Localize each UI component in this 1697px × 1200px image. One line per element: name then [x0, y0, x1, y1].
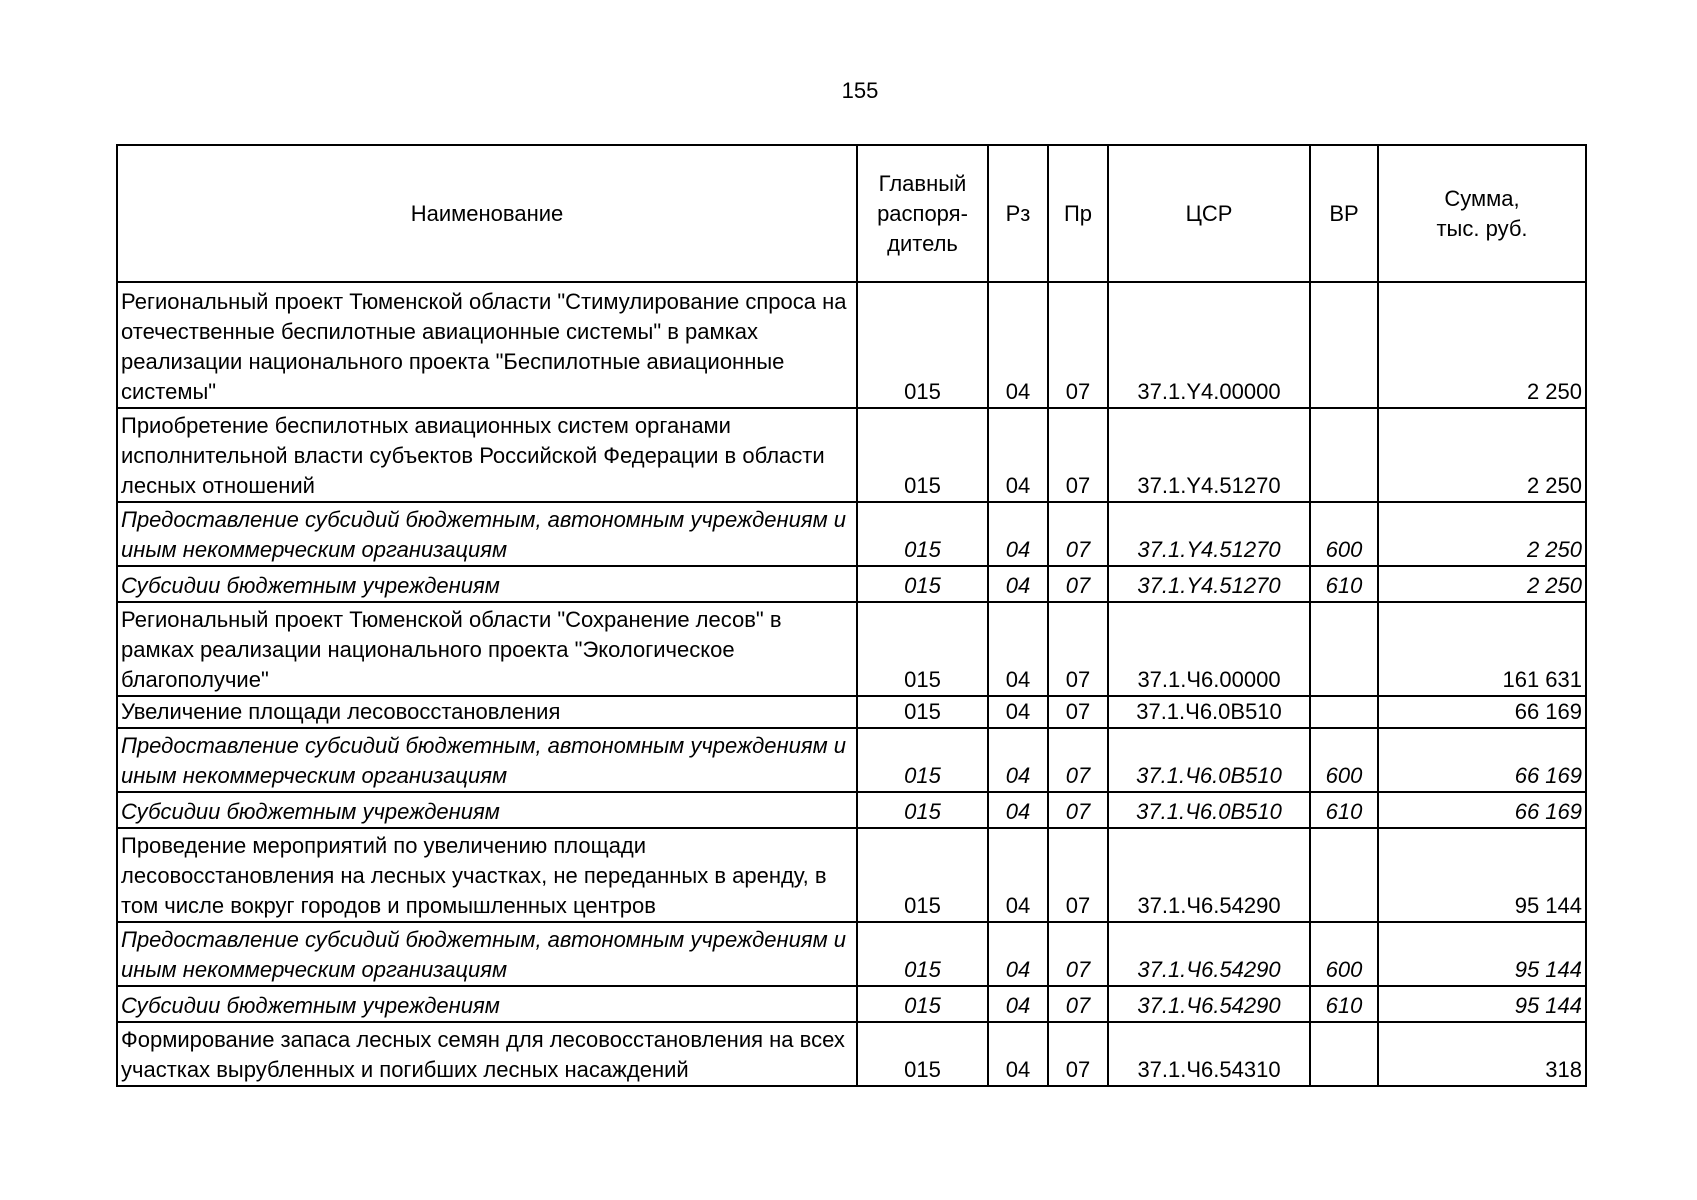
- row-section: 04: [988, 922, 1048, 986]
- row-target-article: 37.1.Y4.51270: [1108, 408, 1310, 502]
- row-subsection: 07: [1048, 986, 1108, 1022]
- row-target-article: 37.1.Ч6.0В510: [1108, 728, 1310, 792]
- row-expense-type: 600: [1310, 728, 1378, 792]
- row-section: 04: [988, 408, 1048, 502]
- row-expense-type: [1310, 602, 1378, 696]
- row-expense-type: [1310, 696, 1378, 728]
- row-expense-type: [1310, 282, 1378, 408]
- row-sum: 66 169: [1378, 696, 1586, 728]
- row-sum: 95 144: [1378, 828, 1586, 922]
- header-section: Рз: [988, 145, 1048, 282]
- row-expense-type: 610: [1310, 986, 1378, 1022]
- row-main-manager: 015: [857, 828, 988, 922]
- table-row: [117, 502, 1586, 566]
- row-section: 04: [988, 792, 1048, 828]
- row-section: 04: [988, 828, 1048, 922]
- header-name: Наименование: [117, 145, 857, 282]
- row-sum: 95 144: [1378, 986, 1586, 1022]
- table-row: [117, 828, 1586, 922]
- row-name: Региональный проект Тюменской области "Стимулирование спроса на отечественные беспилотные авиационные системы" в рамках реализации национального проекта "Беспилотные авиационные системы": [117, 282, 857, 408]
- header-expense-type: ВР: [1310, 145, 1378, 282]
- row-name: Предоставление субсидий бюджетным, автономным учреждениям и иным некоммерческим организациям: [117, 728, 857, 792]
- row-name: Субсидии бюджетным учреждениям: [117, 986, 857, 1022]
- table-header-row: [117, 145, 1586, 282]
- row-subsection: 07: [1048, 282, 1108, 408]
- row-sum: 161 631: [1378, 602, 1586, 696]
- row-main-manager: 015: [857, 1022, 988, 1086]
- table-row: [117, 566, 1586, 602]
- table-row: [117, 986, 1586, 1022]
- header-sum: Сумма, тыс. руб.: [1378, 145, 1586, 282]
- row-expense-type: [1310, 1022, 1378, 1086]
- row-target-article: 37.1.Y4.51270: [1108, 566, 1310, 602]
- row-main-manager: 015: [857, 696, 988, 728]
- table-row: [117, 728, 1586, 792]
- row-subsection: 07: [1048, 728, 1108, 792]
- row-subsection: 07: [1048, 696, 1108, 728]
- row-subsection: 07: [1048, 408, 1108, 502]
- table-row: [117, 696, 1586, 728]
- table-row: [117, 602, 1586, 696]
- row-sum: 2 250: [1378, 282, 1586, 408]
- row-main-manager: 015: [857, 566, 988, 602]
- row-section: 04: [988, 282, 1048, 408]
- row-sum: 66 169: [1378, 792, 1586, 828]
- page-number: 155: [841, 78, 879, 103]
- row-name: Субсидии бюджетным учреждениям: [117, 792, 857, 828]
- row-name: Увеличение площади лесовосстановления: [117, 696, 857, 728]
- row-subsection: 07: [1048, 792, 1108, 828]
- row-subsection: 07: [1048, 566, 1108, 602]
- row-sum: 66 169: [1378, 728, 1586, 792]
- row-expense-type: [1310, 828, 1378, 922]
- row-name: Предоставление субсидий бюджетным, автономным учреждениям и иным некоммерческим организациям: [117, 922, 857, 986]
- row-sum: 318: [1378, 1022, 1586, 1086]
- row-main-manager: 015: [857, 502, 988, 566]
- row-section: 04: [988, 502, 1048, 566]
- row-expense-type: 600: [1310, 922, 1378, 986]
- row-sum: 2 250: [1378, 502, 1586, 566]
- row-section: 04: [988, 696, 1048, 728]
- row-section: 04: [988, 728, 1048, 792]
- row-target-article: 37.1.Y4.51270: [1108, 502, 1310, 566]
- row-sum: 2 250: [1378, 566, 1586, 602]
- row-name: Субсидии бюджетным учреждениям: [117, 566, 857, 602]
- row-target-article: 37.1.Ч6.54290: [1108, 986, 1310, 1022]
- row-subsection: 07: [1048, 602, 1108, 696]
- row-name: Приобретение беспилотных авиационных систем органами исполнительной власти субъектов Российской Федерации в области лесных отношений: [117, 408, 857, 502]
- row-main-manager: 015: [857, 922, 988, 986]
- table-row: [117, 408, 1586, 502]
- row-target-article: 37.1.Y4.00000: [1108, 282, 1310, 408]
- row-subsection: 07: [1048, 922, 1108, 986]
- row-name: Предоставление субсидий бюджетным, автономным учреждениям и иным некоммерческим организациям: [117, 502, 857, 566]
- row-main-manager: 015: [857, 728, 988, 792]
- row-subsection: 07: [1048, 828, 1108, 922]
- row-subsection: 07: [1048, 1022, 1108, 1086]
- table-row: [117, 792, 1586, 828]
- row-sum: 2 250: [1378, 408, 1586, 502]
- table-row: [117, 922, 1586, 986]
- row-expense-type: 610: [1310, 566, 1378, 602]
- row-section: 04: [988, 1022, 1048, 1086]
- row-name: Проведение мероприятий по увеличению площади лесовосстановления на лесных участках, не переданных в аренду, в том числе вокруг городов и промышленных центров: [117, 828, 857, 922]
- row-sum: 95 144: [1378, 922, 1586, 986]
- row-main-manager: 015: [857, 282, 988, 408]
- header-main-manager: Главный распоря-дитель: [857, 145, 988, 282]
- row-expense-type: 600: [1310, 502, 1378, 566]
- row-target-article: 37.1.Ч6.54290: [1108, 828, 1310, 922]
- row-target-article: 37.1.Ч6.54290: [1108, 922, 1310, 986]
- row-target-article: 37.1.Ч6.54310: [1108, 1022, 1310, 1086]
- row-section: 04: [988, 566, 1048, 602]
- table-row: [117, 282, 1586, 408]
- row-target-article: 37.1.Ч6.00000: [1108, 602, 1310, 696]
- table-row: [117, 1022, 1586, 1086]
- row-expense-type: 610: [1310, 792, 1378, 828]
- row-target-article: 37.1.Ч6.0В510: [1108, 696, 1310, 728]
- row-section: 04: [988, 602, 1048, 696]
- row-name: Формирование запаса лесных семян для лесовосстановления на всех участках вырубленных и погибших лесных насаждений: [117, 1022, 857, 1086]
- row-subsection: 07: [1048, 502, 1108, 566]
- row-main-manager: 015: [857, 986, 988, 1022]
- row-section: 04: [988, 986, 1048, 1022]
- row-expense-type: [1310, 408, 1378, 502]
- row-main-manager: 015: [857, 408, 988, 502]
- row-name: Региональный проект Тюменской области "Сохранение лесов" в рамках реализации национального проекта "Экологическое благополучие": [117, 602, 857, 696]
- row-main-manager: 015: [857, 602, 988, 696]
- row-main-manager: 015: [857, 792, 988, 828]
- row-target-article: 37.1.Ч6.0В510: [1108, 792, 1310, 828]
- header-subsection: Пр: [1048, 145, 1108, 282]
- header-target-article: ЦСР: [1108, 145, 1310, 282]
- budget-table: [116, 144, 1587, 1087]
